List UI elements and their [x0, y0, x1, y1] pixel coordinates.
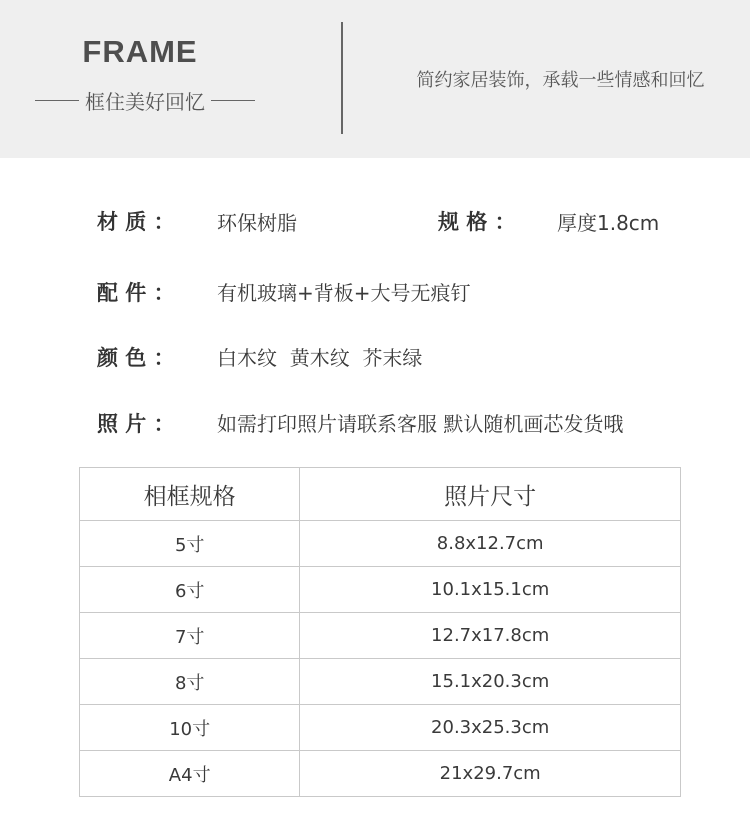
header-frame-size: 相框规格	[80, 468, 300, 521]
photo-size-cell: 15.1x20.3cm	[300, 659, 681, 705]
accessories-value: 有机玻璃+背板+大号无痕钉	[217, 281, 471, 305]
size-value: 厚度1.8cm	[557, 211, 660, 235]
frame-size-cell: A4寸	[80, 751, 300, 797]
table-row	[80, 521, 681, 567]
table-row	[80, 659, 681, 705]
frame-size-cell: 8寸	[80, 659, 300, 705]
frame-size-cell: 7寸	[80, 613, 300, 659]
brand-subtitle-text: 框住美好回忆	[85, 90, 205, 114]
photo-value: 如需打印照片请联系客服 默认随机画芯发货哦	[217, 412, 624, 436]
subtitle-left-rule	[35, 100, 79, 101]
table-row	[80, 705, 681, 751]
header-photo-size: 照片尺寸	[300, 468, 681, 521]
photo-size-cell: 8.8x12.7cm	[300, 521, 681, 567]
photo-size-cell: 21x29.7cm	[300, 751, 681, 797]
frame-size-cell: 5寸	[80, 521, 300, 567]
color-value: 白木纹 黄木纹 芥末绿	[217, 346, 423, 370]
material-label: 材 质 ：	[97, 210, 175, 234]
table-row	[80, 567, 681, 613]
photo-size-cell: 10.1x15.1cm	[300, 567, 681, 613]
frame-size-cell: 6寸	[80, 567, 300, 613]
brand-title: FRAME	[82, 34, 198, 69]
header-divider	[341, 22, 343, 134]
size-label: 规 格 ：	[438, 210, 516, 234]
photo-size-cell: 20.3x25.3cm	[300, 705, 681, 751]
header-banner	[0, 0, 750, 158]
brand-subtitle	[22, 86, 268, 115]
photo-size-cell: 12.7x17.8cm	[300, 613, 681, 659]
accessories-label: 配 件 ：	[97, 281, 175, 305]
color-label: 颜 色 ：	[97, 346, 175, 370]
table-row	[80, 613, 681, 659]
table-header-row	[80, 468, 681, 521]
table-row	[80, 751, 681, 797]
frame-size-cell: 10寸	[80, 705, 300, 751]
material-value: 环保树脂	[217, 211, 297, 235]
subtitle-right-rule	[211, 100, 255, 101]
size-table	[79, 467, 681, 797]
photo-label: 照 片 ：	[97, 412, 175, 436]
slogan: 简约家居装饰，承载一些情感和回忆	[416, 70, 705, 91]
